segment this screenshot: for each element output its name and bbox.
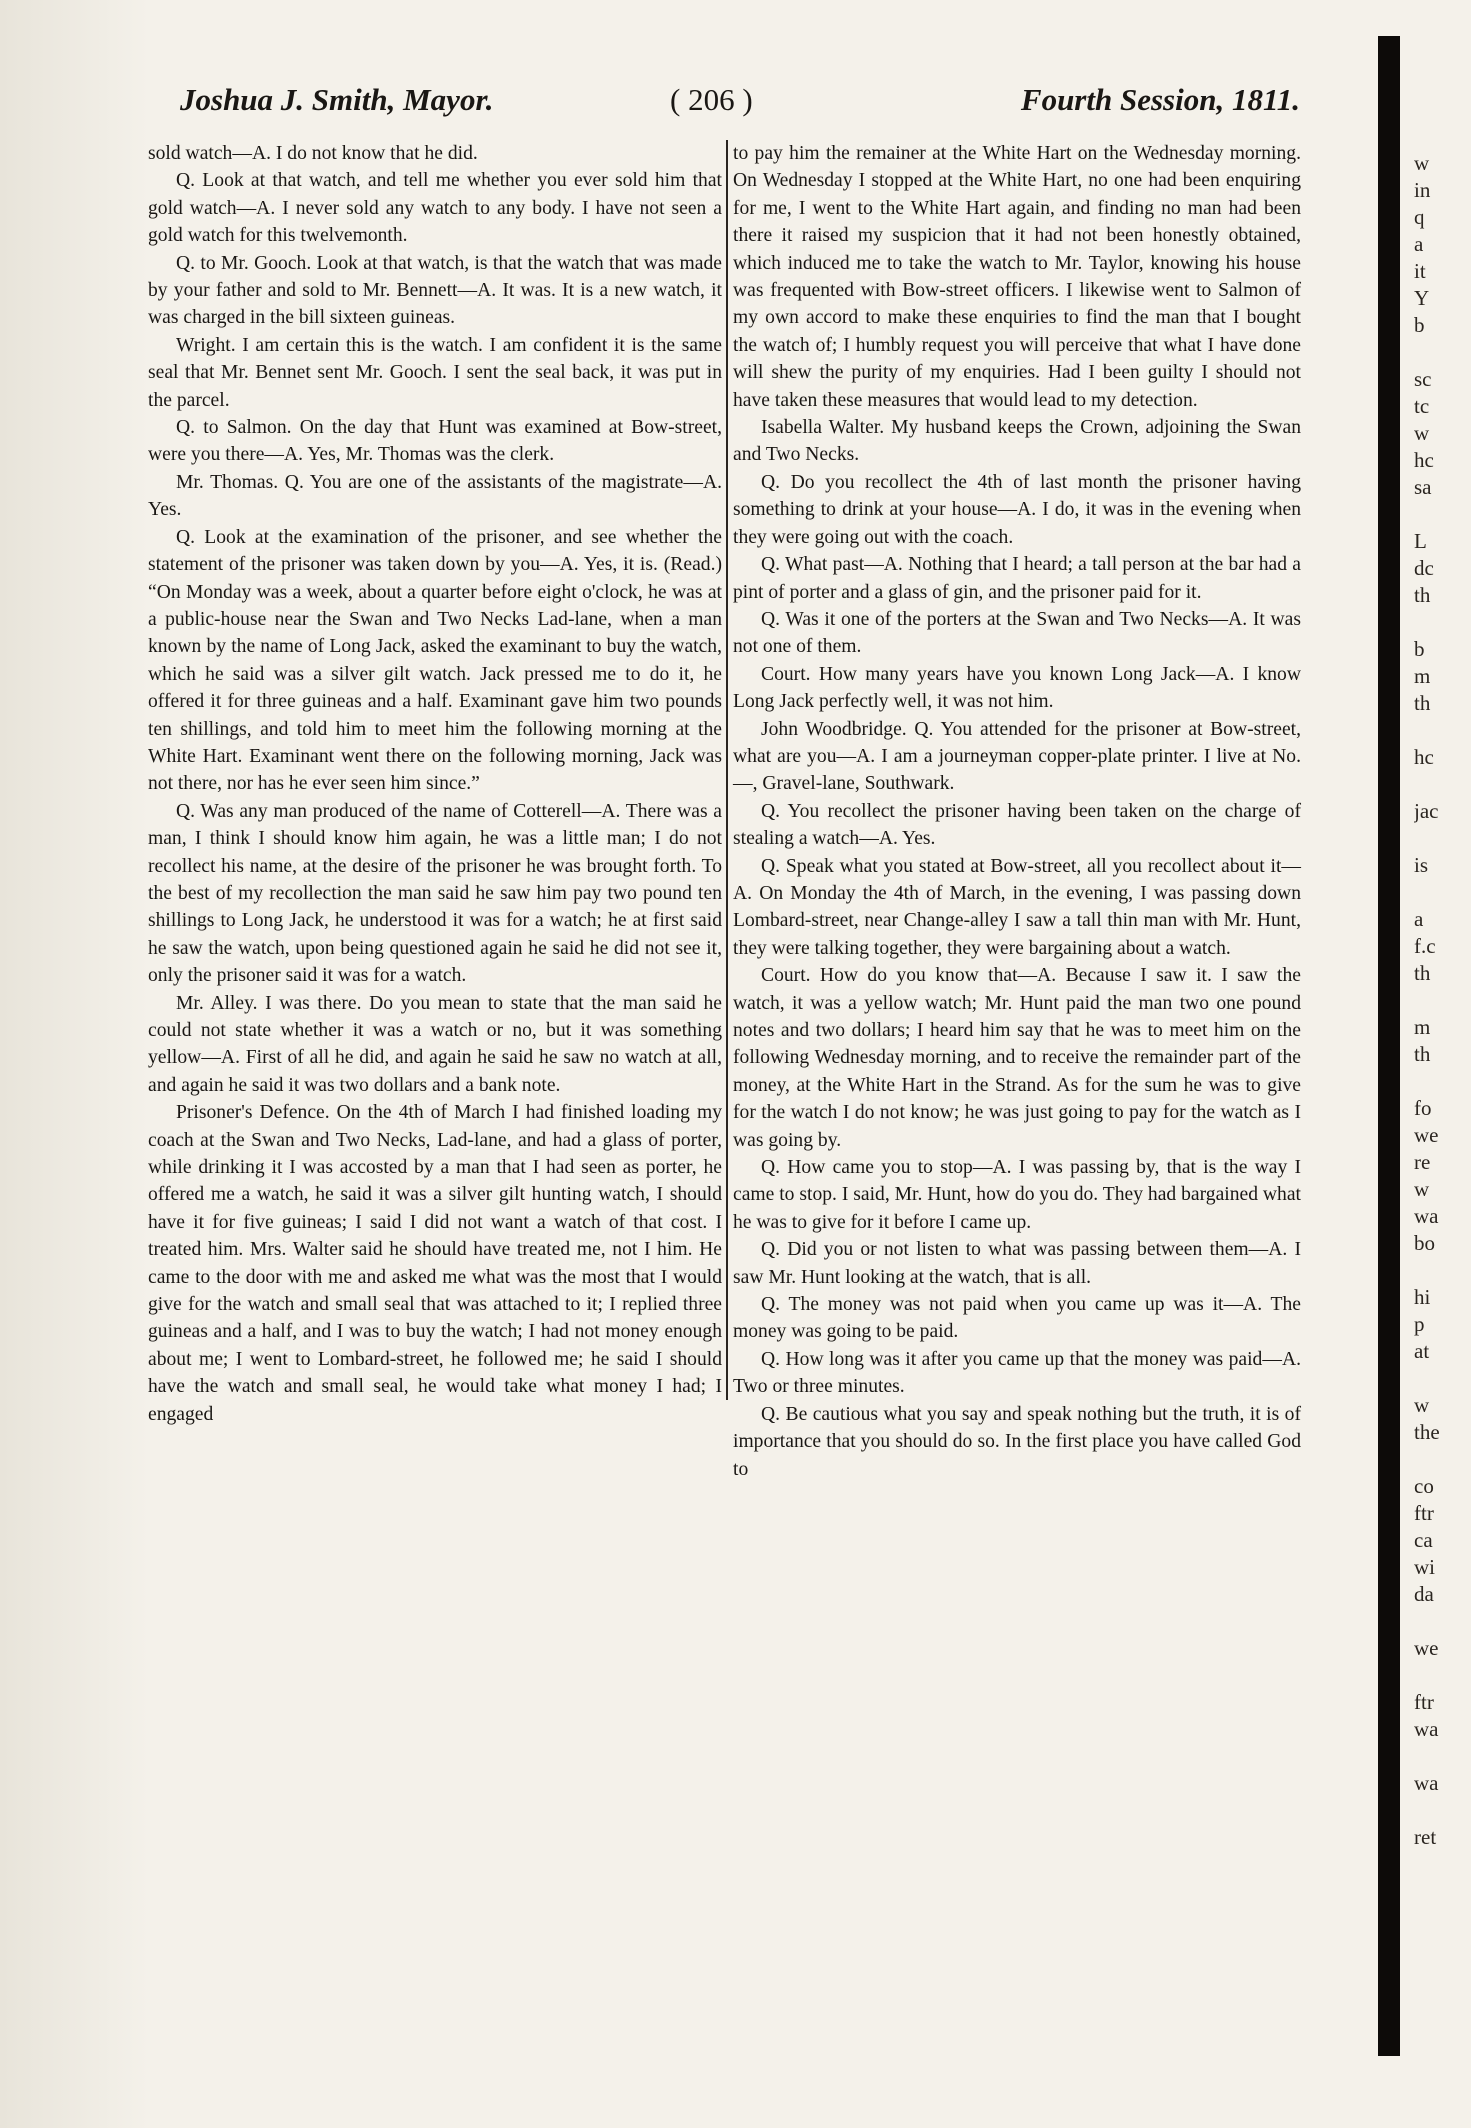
paragraph: Court. How many years have you known Long Jack—A. I know Long Jack perfectly well, it was not him. — [733, 663, 1301, 713]
edge-fragment: p — [1414, 1312, 1425, 1336]
edge-fragment — [1414, 1743, 1471, 1770]
edge-fragment: ca — [1414, 1528, 1433, 1552]
page-number: ( 206 ) — [670, 82, 753, 117]
edge-fragment: ftr — [1414, 1501, 1434, 1525]
binding-shadow — [1378, 36, 1400, 2056]
paragraph: Wright. I am certain this is the watch. I am confident it is the same seal that Mr. Bennet sent Mr. Gooch. I sent the seal back, it was put in the parcel. — [148, 334, 722, 411]
edge-fragment: it — [1414, 259, 1426, 283]
edge-fragment: jac — [1414, 799, 1439, 823]
edge-fragment: tc — [1414, 394, 1430, 418]
edge-fragment: th — [1414, 961, 1431, 985]
edge-fragment: at — [1414, 1339, 1430, 1363]
edge-fragment — [1414, 1662, 1471, 1689]
facing-page-fragments — [1414, 150, 1471, 2050]
paragraph: Court. How do you know that—A. Because I saw it. I saw the watch, it was a yellow watch; Mr. Hunt paid the man two one pound notes and two dollars; I heard him say that he was to meet him on the following Wednesday morning, and to receive the remainder part of the money, at the White Hart in the Strand. As for the sum he was to give for the watch I do not know; he was just going to pay for the watch as I was going by. — [733, 965, 1301, 1151]
edge-fragment: f.c — [1414, 934, 1436, 958]
edge-fragment — [1414, 1446, 1471, 1473]
edge-fragment: wa — [1414, 1204, 1439, 1228]
edge-fragment: m — [1414, 1015, 1431, 1039]
paragraph: Q. How came you to stop—A. I was passing by, that is the way I came to stop. I said, Mr. Hunt, how do you do. They had bargained what he was to give for it before I came up. — [733, 1157, 1301, 1233]
paragraph: Q. What past—A. Nothing that I heard; a tall person at the bar had a pint of porter and a glass of gin, and the prisoner paid for it. — [733, 554, 1301, 603]
edge-fragment — [1414, 1068, 1471, 1095]
edge-fragment — [1414, 501, 1471, 528]
edge-fragment: hi — [1414, 1285, 1431, 1309]
paragraph: Prisoner's Defence. On the 4th of March I had finished loading my coach at the Swan and Two Necks, Lad-lane, and had a glass of porter, while drinking it I was accosted by a man that I had seen as porter, he offered me a watch, he said it was a silver gilt hunting watch, I should have it for five guineas; I said I did not want a watch of that cost. I treated him. Mrs. Walter said he should have treated me, not I him. He came to the door with me and asked me what was the most that I would give for the watch and small seal that was attached to it; I replied three guineas and a half, and I was to buy the watch; I had not money enough about me; I went to Lombard-street, he followed me; he said I should have the watch and small seal, he would take what money I had; I engaged — [148, 1102, 722, 1425]
paragraph: Q. Speak what you stated at Bow-street, all you recollect about it—A. On Monday the 4th of March, in the evening, I was passing down Lombard-street, near Change-alley I saw a tall thin man with Mr. Hunt, they were talking together, they were bargaining about a watch. — [733, 855, 1301, 959]
paragraph: Q. Was any man produced of the name of Cotterell—A. There was a man, I think I should know him again, he was a little man; I do not recollect his name, at the desire of the prisoner he was brought forth. To the best of my recollection the man said he saw him pay two pound ten shillings to Long Jack, he understood it was for a watch; he at first said he saw the watch, upon being questioned again he said he did not see it, only the prisoner said it was for a watch. — [148, 800, 722, 987]
paragraph: Isabella Walter. My husband keeps the Crown, adjoining the Swan and Two Necks. — [733, 417, 1301, 466]
paragraph: to pay him the remainer at the White Hart on the Wednesday morning. On Wednesday I stopped at the White Hart, no one had been enquiring for me, I went to the White Hart again, and finding no man had been there it raised my suspicion that it had not been honestly obtained, which induced me to take the watch to Mr. Taylor, knowing his house was frequented with Bow-street officers. I likewise went to Salmon of my own accord to make these enquiries to find the man that I bought the watch of; I humbly request you will perceive that what I have done will shew the purity of my enquiries. Had I been guilty I should not have taken these measures that would lead to my detection. — [733, 143, 1301, 411]
paragraph: Q. The money was not paid when you came up was it—A. The money was going to be paid. — [733, 1294, 1301, 1343]
right-column — [733, 140, 1301, 1483]
edge-fragment: re — [1414, 1150, 1431, 1174]
edge-fragment: co — [1414, 1474, 1434, 1498]
edge-fragment: sa — [1414, 475, 1432, 499]
edge-fragment: da — [1414, 1582, 1434, 1606]
edge-fragment: L — [1414, 529, 1427, 553]
paragraph: Q. to Salmon. On the day that Hunt was examined at Bow-street, were you there—A. Yes, Mr. Thomas was the clerk. — [148, 417, 722, 466]
header-mayor: Joshua J. Smith, Mayor. — [180, 82, 494, 117]
edge-fragment — [1414, 609, 1471, 636]
edge-fragment: in — [1414, 178, 1431, 202]
edge-fragment: Y — [1414, 286, 1430, 310]
edge-fragment: fo — [1414, 1096, 1432, 1120]
edge-fragment: sc — [1414, 367, 1432, 391]
paragraph: Q. Look at that watch, and tell me whether you ever sold him that gold watch—A. I never sold any watch to any body. I have not seen a gold watch for this twelvemonth. — [148, 170, 722, 247]
edge-fragment: hc — [1414, 745, 1434, 769]
edge-fragment: wa — [1414, 1771, 1439, 1795]
edge-fragment — [1414, 1257, 1471, 1284]
column-divider — [726, 140, 728, 1400]
edge-fragment: wi — [1414, 1555, 1435, 1579]
edge-fragment: the — [1414, 1420, 1440, 1444]
edge-fragment: ret — [1414, 1825, 1437, 1849]
paragraph: Q. Was it one of the porters at the Swan and Two Necks—A. It was not one of them. — [733, 608, 1301, 658]
paragraph: Q. Look at the examination of the prisoner, and see whether the statement of the prisoner was taken down by you—A. Yes, it is. (Read.) “On Monday was a week, about a quarter before eight o'clock, he was at a public-house near the Swan and Two Necks Lad-lane, when a man known by the name of Long Jack, asked the examinant to buy the watch, which he said was a silver gilt watch. Jack pressed me to do it, he offered it for three guineas and a half. Examinant gave him two pounds ten shillings, and told him to meet him the following morning at the White Hart. Examinant went there on the following morning, Jack was not there, nor has he ever seen him since.” — [148, 526, 722, 795]
paragraph: John Woodbridge. Q. You attended for the prisoner at Bow-street, what are you—A. I am a journeyman copper-plate printer. I live at No. —, Gravel-lane, Southwark. — [733, 718, 1301, 795]
paragraph: sold watch—A. I do not know that he did. — [148, 143, 478, 164]
edge-fragment: dc — [1414, 556, 1434, 580]
edge-fragment: w — [1414, 1393, 1430, 1417]
edge-fragment: m — [1414, 664, 1431, 688]
paragraph: Q. Do you recollect the 4th of last month the prisoner having something to drink at your house—A. I do, it was in the evening when they were going out with the coach. — [733, 471, 1301, 548]
edge-fragment: bo — [1414, 1231, 1435, 1255]
paragraph: Q. Did you or not listen to what was passing between them—A. I saw Mr. Hunt looking at the watch, that is all. — [733, 1239, 1301, 1288]
edge-fragment: w — [1414, 421, 1430, 445]
header-session: Fourth Session, 1811. — [1020, 82, 1300, 117]
edge-fragment: th — [1414, 691, 1431, 715]
edge-fragment: b — [1414, 637, 1425, 661]
edge-fragment: wa — [1414, 1717, 1439, 1741]
edge-fragment: ftr — [1414, 1690, 1434, 1714]
edge-fragment: th — [1414, 583, 1431, 607]
edge-fragment: th — [1414, 1042, 1431, 1066]
edge-fragment: a — [1414, 232, 1424, 256]
edge-fragment: w — [1414, 151, 1430, 175]
left-column — [148, 140, 722, 1428]
edge-fragment — [1414, 1365, 1471, 1392]
running-header — [180, 82, 1300, 132]
paragraph: Q. You recollect the prisoner having been taken on the charge of stealing a watch—A. Yes. — [733, 800, 1301, 850]
edge-fragment — [1414, 987, 1471, 1014]
edge-fragment — [1414, 879, 1471, 906]
paragraph: Mr. Thomas. Q. You are one of the assistants of the magistrate—A. Yes. — [148, 471, 722, 521]
edge-fragment — [1414, 825, 1471, 852]
paragraph: Q. to Mr. Gooch. Look at that watch, is that the watch that was made by your father and sold to Mr. Bennett—A. It was. It is a new watch, it was charged in the bill sixteen guineas. — [148, 252, 722, 329]
edge-fragment — [1414, 717, 1471, 744]
edge-fragment — [1414, 771, 1471, 798]
paragraph: Mr. Alley. I was there. Do you mean to state that the man said he could not state whether it was a watch or no, but it was something yellow—A. First of all he did, and again he said he saw no watch at all, and again he said it was two dollars and a bank note. — [148, 992, 722, 1096]
edge-fragment: w — [1414, 1177, 1430, 1201]
edge-fragment: hc — [1414, 448, 1434, 472]
edge-fragment: we — [1414, 1123, 1439, 1147]
edge-fragment: a — [1414, 907, 1424, 931]
edge-fragment: q — [1414, 205, 1425, 229]
paragraph: Q. How long was it after you came up that the money was paid—A. Two or three minutes. — [733, 1348, 1301, 1398]
paragraph: Q. Be cautious what you say and speak nothing but the truth, it is of importance that you should do so. In the first place you have called God to — [733, 1403, 1301, 1480]
edge-fragment — [1414, 1797, 1471, 1824]
edge-fragment: b — [1414, 313, 1425, 337]
edge-fragment — [1414, 339, 1471, 366]
edge-fragment: is — [1414, 853, 1429, 877]
edge-fragment — [1414, 1608, 1471, 1635]
edge-fragment: we — [1414, 1636, 1439, 1660]
page-edge-shadow — [0, 0, 150, 2128]
